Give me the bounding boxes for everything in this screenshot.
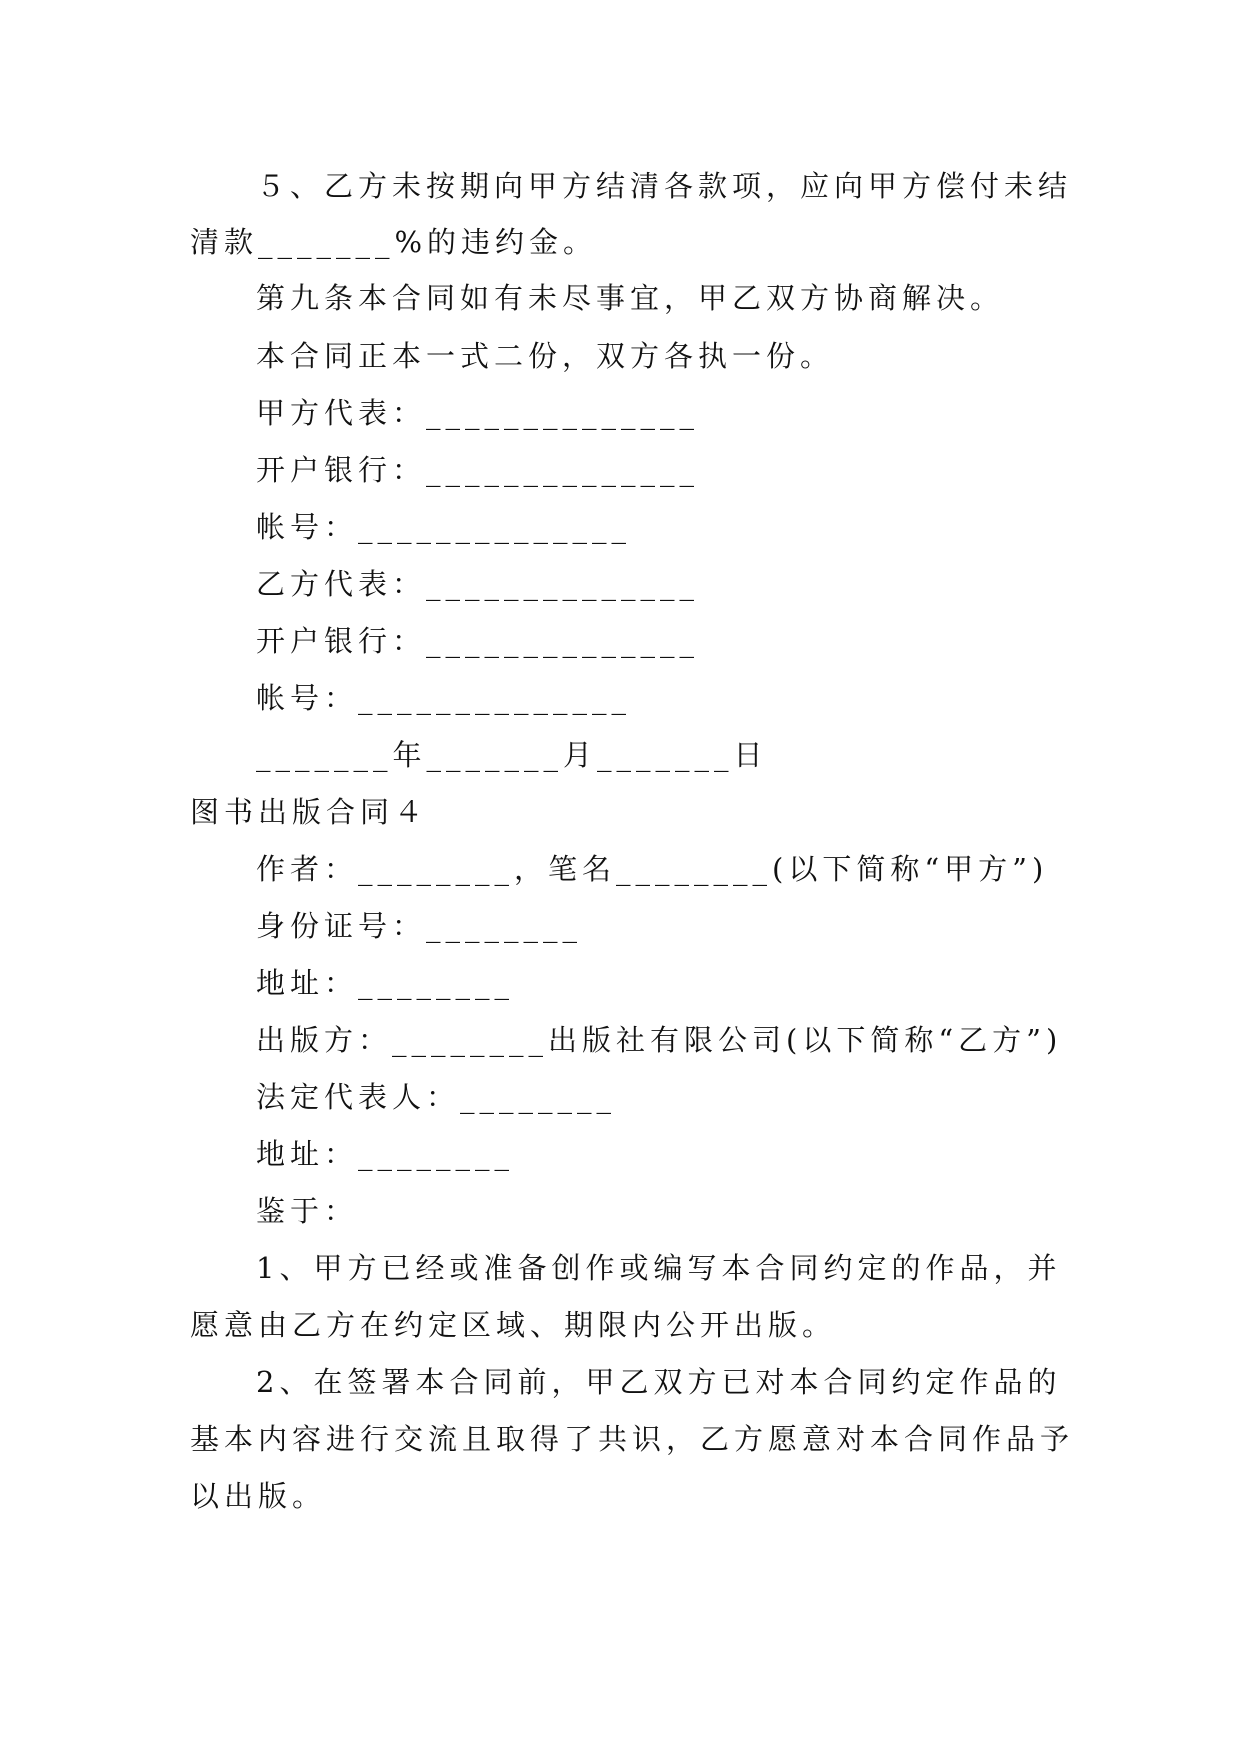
author-address-line: 地址：________	[256, 966, 515, 1000]
party-a-account: 帐号：______________	[256, 510, 632, 544]
party-a-bank: 开户银行：______________	[256, 453, 700, 487]
whereas-2-line-2: 基本内容进行交流且取得了共识，乙方愿意对本合同作品予	[190, 1422, 1075, 1456]
author-line: 作者：________，笔名________(以下简称“甲方”)	[256, 852, 1049, 886]
article-9: 第九条本合同如有未尽事宜，甲乙双方协商解决。	[256, 281, 1005, 315]
party-b-account: 帐号：______________	[256, 681, 632, 715]
whereas-2-line-1: 2、在签署本合同前，甲乙双方已对本合同约定作品的	[256, 1365, 1062, 1399]
party-b-bank: 开户银行：______________	[256, 624, 700, 658]
copies-clause: 本合同正本一式二份，双方各执一份。	[256, 339, 835, 373]
legal-representative-line: 法定代表人：________	[256, 1080, 617, 1114]
whereas-1-line-2: 愿意由乙方在约定区域、期限内公开出版。	[190, 1308, 837, 1342]
id-number-line: 身份证号：________	[256, 909, 583, 943]
whereas-1-line-1: 1、甲方已经或准备创作或编写本合同约定的作品，并	[256, 1251, 1062, 1285]
whereas-heading: 鉴于：	[256, 1194, 359, 1228]
party-a-representative: 甲方代表：______________	[256, 396, 700, 430]
clause-5-line-2: 清款_______%的违约金。	[190, 225, 598, 259]
publisher-address-line: 地址：________	[256, 1137, 515, 1171]
contract-title: 图书出版合同４	[190, 795, 429, 829]
whereas-2-line-3: 以出版。	[190, 1479, 327, 1513]
party-b-representative: 乙方代表：______________	[256, 567, 700, 601]
date-line: _______年_______月_______日	[256, 738, 768, 772]
clause-5-line-1: ５、乙方未按期向甲方结清各款项，应向甲方偿付未结	[256, 169, 1073, 203]
publisher-line: 出版方：________出版社有限公司(以下简称“乙方”)	[256, 1023, 1063, 1057]
